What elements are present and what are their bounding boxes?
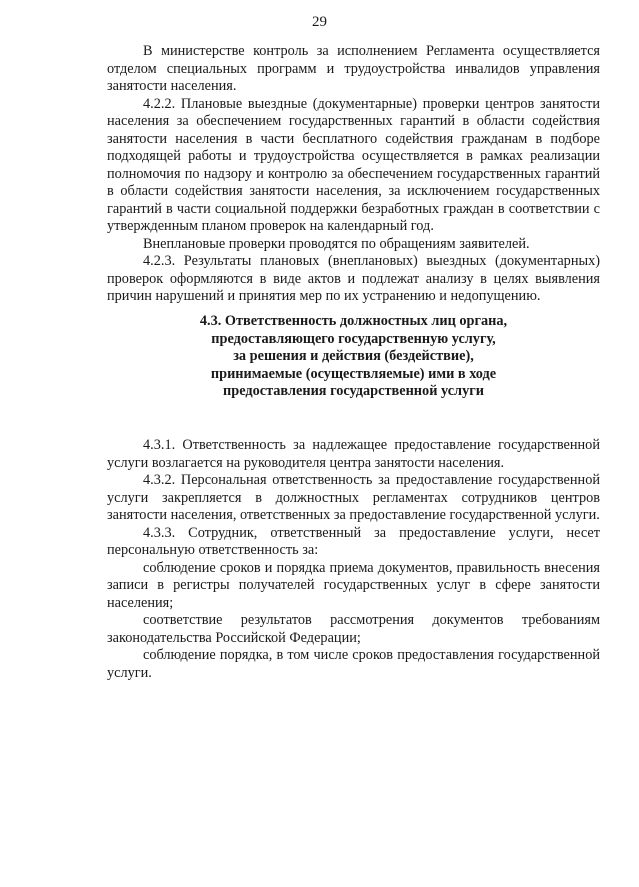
paragraph-4-3-3: 4.3.3. Сотрудник, ответственный за предоставление услуги, несет персональную ответственность за: [107,524,600,558]
top-text-block [107,43,600,306]
heading-line: принимаемые (осуществляемые) ими в ходе [210,365,497,382]
paragraph-4-3-2: 4.3.2. Персональная ответственность за предоставление государственной услуги закрепляется в должностных регламентах сотрудников центров занятости населения, ответственных за предоставление государственной услуги. [107,472,600,523]
paragraph-4-3-1: 4.3.1. Ответственность за надлежащее предоставление государственной услуги возлагается на руководителя центра занятости населения. [107,437,600,471]
heading-line: предоставления государственной услуги [223,383,484,399]
paragraph-4-2-2: 4.2.2. Плановые выездные (документарные) проверки центров занятости населения за обеспечением государственных гарантий в области содействия занятости населения в части бесплатного содействия гражданам в подборе подходящей работы и трудоустройства осуществляется в рамках реализации полномочия по надзору и контролю за обеспечением государственных гарантий в области содействия занятости населения, за исключением государственных гарантий в части социальной поддержки безработных граждан в соответствии с утвержденным планом проверок на календарный год. [107,95,600,234]
heading-line: за решения и действия (бездействие), [233,348,474,364]
paragraph-legal-compliance: соответствие результатов рассмотрения документов требованиям законодательства Российской Федерации; [107,612,600,646]
page-number: 29 [312,14,327,30]
bottom-text-block [107,437,600,682]
paragraph-ministry-control: В министерстве контроль за исполнением Регламента осуществляется отделом специальных программ и трудоустройства инвалидов управления занятости населения. [107,43,600,94]
section-heading-4-3 [107,313,600,401]
paragraph-4-2-3: 4.2.3. Результаты плановых (внеплановых) выездных (документарных) проверок оформляются в виде актов и подлежат анализу в целях выявления причин нарушений и принятия мер по их устранению и недопущению. [107,253,600,304]
heading-line: 4.3. Ответственность должностных лиц органа, [199,313,508,329]
paragraph-service-procedure: соблюдение порядка, в том числе сроков предоставления государственной услуги. [107,647,600,681]
heading-line: предоставляющего государственную услугу, [211,330,496,347]
paragraph-unscheduled-checks: Внеплановые проверки проводятся по обращениям заявителей. [143,235,530,252]
paragraph-document-intake: соблюдение сроков и порядка приема документов, правильность внесения записи в регистры получателей государственных услуг в сфере занятости населения; [107,559,600,611]
